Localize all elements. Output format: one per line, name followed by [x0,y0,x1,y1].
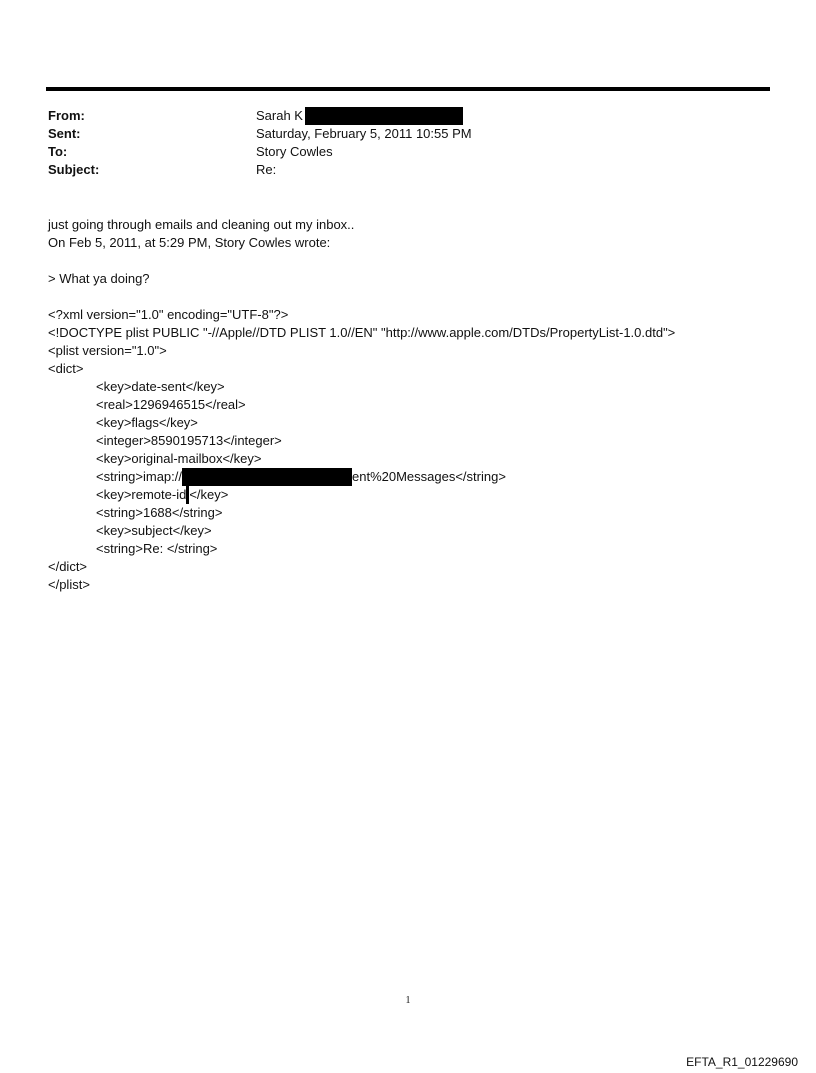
subject-label: Subject: [48,162,100,177]
plist-text: <key>remote-id [96,487,187,502]
sent-row [48,125,768,143]
dict-close: </dict> [48,559,88,574]
plist-text: </key> [189,487,229,502]
plist-entry: <key>subject</key> [96,523,212,538]
page-number: 1 [405,995,411,1006]
xml-declaration: <?xml version="1.0" encoding="UTF-8"?> [48,307,289,322]
subject-value: Re: [256,162,277,177]
header-rule [46,87,770,91]
plist-entry: <key>date-sent</key> [96,379,225,394]
plist-entry: <key>original-mailbox</key> [96,451,262,466]
from-row [48,107,768,125]
email-body [48,216,768,594]
email-header [48,107,768,179]
plist-open: <plist version="1.0"> [48,343,167,358]
plist-text: ent%20Messages</string> [352,469,506,484]
from-label: From: [48,108,85,123]
plist-entry: <string>Re: </string> [96,541,218,556]
plist-entry: <real>1296946515</real> [96,397,246,412]
to-label: To: [48,144,68,159]
sent-label: Sent: [48,126,81,141]
redaction-box [182,468,352,486]
doctype-line: <!DOCTYPE plist PUBLIC "-//Apple//DTD PLIST 1.0//EN" "http://www.apple.com/DTDs/PropertyList-1.0.dtd"> [48,325,676,340]
quoted-text: > What ya doing? [48,271,150,286]
bates-number: EFTA_R1_01229690 [686,1055,798,1069]
plist-entry [48,486,768,504]
plist-entry: <key>flags</key> [96,415,198,430]
from-value [256,107,463,125]
subject-row [48,161,768,179]
plist-close: </plist> [48,577,90,592]
to-row [48,143,768,161]
sent-value: Saturday, February 5, 2011 10:55 PM [256,126,472,141]
plist-entry: <integer>8590195713</integer> [96,433,282,448]
plist-text: <string>imap:// [96,469,182,484]
to-value: Story Cowles [256,144,333,159]
plist-entry-redacted [48,468,768,486]
quote-attribution: On Feb 5, 2011, at 5:29 PM, Story Cowles wrote: [48,235,331,250]
body-line: just going through emails and cleaning out my inbox.. [48,217,355,232]
plist-entry: <string>1688</string> [96,505,223,520]
dict-open: <dict> [48,361,84,376]
redaction-box [305,107,463,125]
from-name: Sarah K [256,108,303,123]
